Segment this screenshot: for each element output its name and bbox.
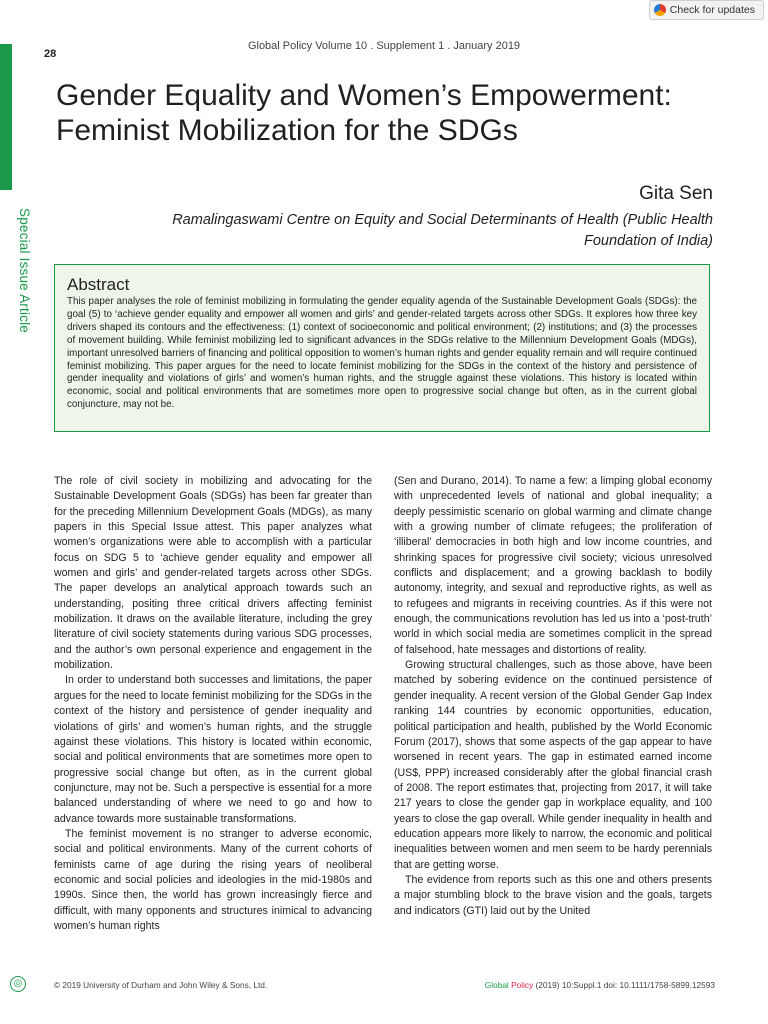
author-affiliation: Ramalingaswami Centre on Equity and Social Determinants of Health (Public Health Foundation of India) [172, 212, 713, 249]
author-name: Gita Sen [639, 183, 713, 204]
body-paragraph: The evidence from reports such as this one and others presents a major stumbling block to the brave vision and the goals, targets and indicators (GTI) laid out by the United [394, 873, 712, 917]
body-paragraph: (Sen and Durano, 2014). To name a few: a limping global economy with unprecedented levels of national and global inequality; a deeply pessimistic scenario on global warming and climate change with a growing number of climate refugees; the proliferation of ‘illiberal’ democracies in both high and low income countries, and shrinking spaces for progressive civil society; vicious unresolved conflicts and displacement; and a growing backlash to bodily autonomy, integrity, and sexual and reproductive rights, as well as to refugees and migrants in receiving countries. As if this were not enough, the communications revolution has led us into a ‘post-truth’ world in which social media are sometimes complicit in the spread of falsehood, hate messages and distortions of reality. [394, 475, 712, 656]
article-type-label: Special Issue Article [17, 208, 32, 334]
abstract-heading: Abstract [67, 275, 130, 294]
doi-citation: (2019) 10:Suppl.1 doi: 10.1111/1758-5899.12593 [535, 980, 715, 990]
open-access-icon: ◎ [10, 976, 26, 992]
journal-name-policy: Policy [511, 980, 534, 990]
body-column-left [54, 474, 372, 934]
journal-name-global: Global [484, 980, 509, 990]
body-paragraph: The role of civil society in mobilizing and advocating for the Sustainable Development Goals (SDGs) has been far greater than for the preceding Millennium Development Goals (MDGs), as many papers in this Special Issue attest. This paper analyzes what women’s organizations were able to accomplish with a particular focus on SDG 5 to ‘achieve gender equality and empower all women and girls’ and gender-related targets across other SDGs. The paper develops an analytical approach towards such an understanding, positing three critical drivers affecting feminist mobilization. It draws on the available literature, including the grey literature of civil society statements during various SDG processes, and the author’s own personal experience and engagement in the mobilization. [54, 475, 372, 672]
citation-line [485, 980, 715, 990]
abstract-box [54, 264, 710, 432]
article-title: Gender Equality and Women’s Empowerment: Feminist Mobilization for the SDGs [56, 79, 672, 147]
body-paragraph: The feminist movement is no stranger to adverse economic, social and political environments. Many of the current cohorts of feminists came of age during the rising years of neoliberal economic and social policies and ideologies in the mid-1980s and 1990s. Since then, the world has grown increasingly fierce and difficult, with many opponents and structures inimical to advancing women’s human rights [54, 827, 372, 932]
body-paragraph: In order to understand both successes and limitations, the paper argues for the need to locate feminist mobilizing for the SDGs in the context of the history and persistence of gender inequality and violations of girls’ and women’s human rights, and the struggle against these violations. This history is located within economic, social and political environments that are sometimes more open to progressive social change but often, as in the current global conjuncture, may not be. Such a perspective is essential for a more balanced understanding of where we need to go and how to advance towards more sustainable transformations. [54, 674, 372, 825]
abstract-text: This paper analyses the role of feminist mobilizing in formulating the gender equality agenda of the Sustainable Development Goals (SDGs): the goal (5) to ‘achieve gender equality and empower all women and girls’ and gender-related targets across other SDGs. It explores how three key drivers shaped its contours and the effectiveness: (1) context of socioeconomic and political environment; (2) institutions; and (3) the processes of movement building. While feminist mobilizing led to significant advances in the SDGs relative to the Millennium Development Goals (MDGs), important unresolved barriers of financing and political opposition to women’s human rights and gender equality remain and will require continued feminist mobilizing. This paper argues for the need to locate feminist mobilizing for the SDGs in the context of the history and persistence of gender inequality and violations of girls’ and women’s human rights, and the struggle against these violations. This history is located within economic, social and political environments that are sometimes more open to progressive social change but often, as in the current global conjuncture, may not be. [67, 296, 697, 411]
copyright-line: © 2019 University of Durham and John Wiley & Sons, Ltd. [54, 980, 268, 990]
body-column-right [394, 474, 712, 919]
check-for-updates-button[interactable] [649, 0, 764, 20]
page-number: 28 [44, 48, 57, 60]
check-for-updates-label: Check for updates [669, 4, 755, 16]
running-head: Global Policy Volume 10 . Supplement 1 . January 2019 [247, 40, 521, 52]
crossmark-icon [654, 4, 666, 16]
side-accent-bar [0, 44, 12, 190]
body-paragraph: Growing structural challenges, such as those above, have been matched by sobering evidence on the continued persistence of gender inequality. A recent version of the Global Gender Gap Index ranking 144 countries by economic opportunities, education, political participation and health, published by the World Economic Forum (2017), shows that some aspects of the gap appear to have worsened in recent years. The gap in estimated earned income (US$, PPP) increased considerably after the global financial crash of 2008. The report estimates that, projecting from 2017, it will take 217 years to close the gender gap in workplace equality, and 100 years to close the gap overall. While gender inequality in health and education appears more likely to narrow, the economic and political inequalities between women and men seem to be hardy perennials that are getting worse. [394, 659, 712, 871]
